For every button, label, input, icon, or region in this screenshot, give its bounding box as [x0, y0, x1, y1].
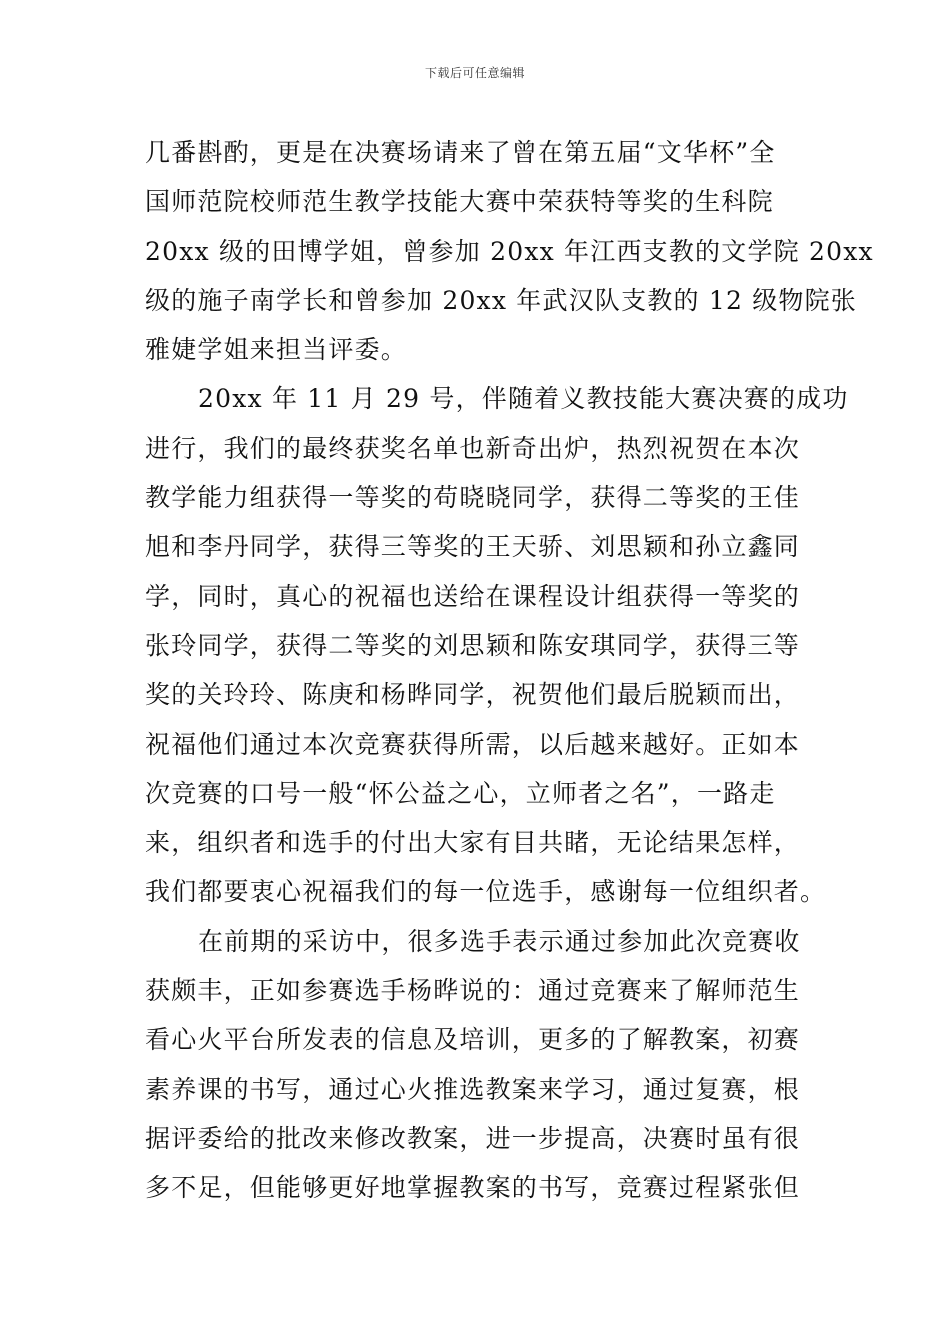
text-line: 国师范院校师范生教学技能大赛中荣获特等奖的生科院: [145, 187, 774, 217]
document-body: [145, 128, 874, 1213]
paragraph-1: [145, 128, 874, 374]
text-line: 据评委给的批改来修改教案，进一步提高，决赛时虽有很: [145, 1123, 801, 1153]
paragraph-3: [145, 917, 807, 1213]
text-line: 旭和李丹同学，获得三等奖的王天骄、刘思颖和孙立鑫同: [145, 532, 801, 562]
text-line: 在前期的采访中，很多选手表示通过参加此次竞赛收: [198, 926, 801, 956]
text-line: 几番斟酌，更是在决赛场请来了曾在第五届“文华杯”全: [145, 138, 776, 167]
text-line: 我们都要衷心祝福我们的每一位选手，感谢每一位组织者。: [145, 877, 827, 907]
text-line: 20xx 级的田博学姐，曾参加 20xx 年江西支教的文学院 20xx: [145, 236, 874, 266]
text-line: 奖的关玲玲、陈庚和杨晔同学，祝贺他们最后脱颖而出，: [145, 680, 801, 710]
text-line: 素养课的书写，通过心火推选教案来学习，通过复赛，根: [145, 1074, 801, 1104]
text-line: 获颇丰，正如参赛选手杨晔说的：通过竞赛来了解师范生: [145, 976, 801, 1006]
text-line: 祝福他们通过本次竞赛获得所需，以后越来越好。正如本: [145, 729, 801, 759]
text-line: 20xx 年 11 月 29 号，伴随着义教技能大赛决赛的成功: [198, 384, 849, 414]
text-line: 级的施子南学长和曾参加 20xx 年武汉队支教的 12 级物院张: [145, 285, 858, 315]
text-line: 张玲同学，获得二等奖的刘思颖和陈安琪同学，获得三等: [145, 630, 801, 660]
text-line: 教学能力组获得一等奖的苟晓晓同学，获得二等奖的王佳: [145, 483, 801, 513]
text-line: 多不足，但能够更好地掌握教案的书写，竞赛过程紧张但: [145, 1173, 801, 1203]
text-line: 来，组织者和选手的付出大家有目共睹，无论结果怎样，: [145, 828, 801, 858]
text-line: 雅婕学姐来担当评委。: [145, 335, 408, 365]
paragraph-2: [145, 374, 849, 916]
text-line: 学，同时，真心的祝福也送给在课程设计组获得一等奖的: [145, 581, 801, 611]
page-header: 下载后可任意编辑: [424, 66, 525, 80]
text-line: 次竞赛的口号一般“怀公益之心，立师者之名”，一路走: [145, 778, 776, 808]
text-line: 进行，我们的最终获奖名单也新奇出炉，热烈祝贺在本次: [145, 433, 801, 463]
text-line: 看心火平台所发表的信息及培训，更多的了解教案，初赛: [145, 1025, 801, 1055]
